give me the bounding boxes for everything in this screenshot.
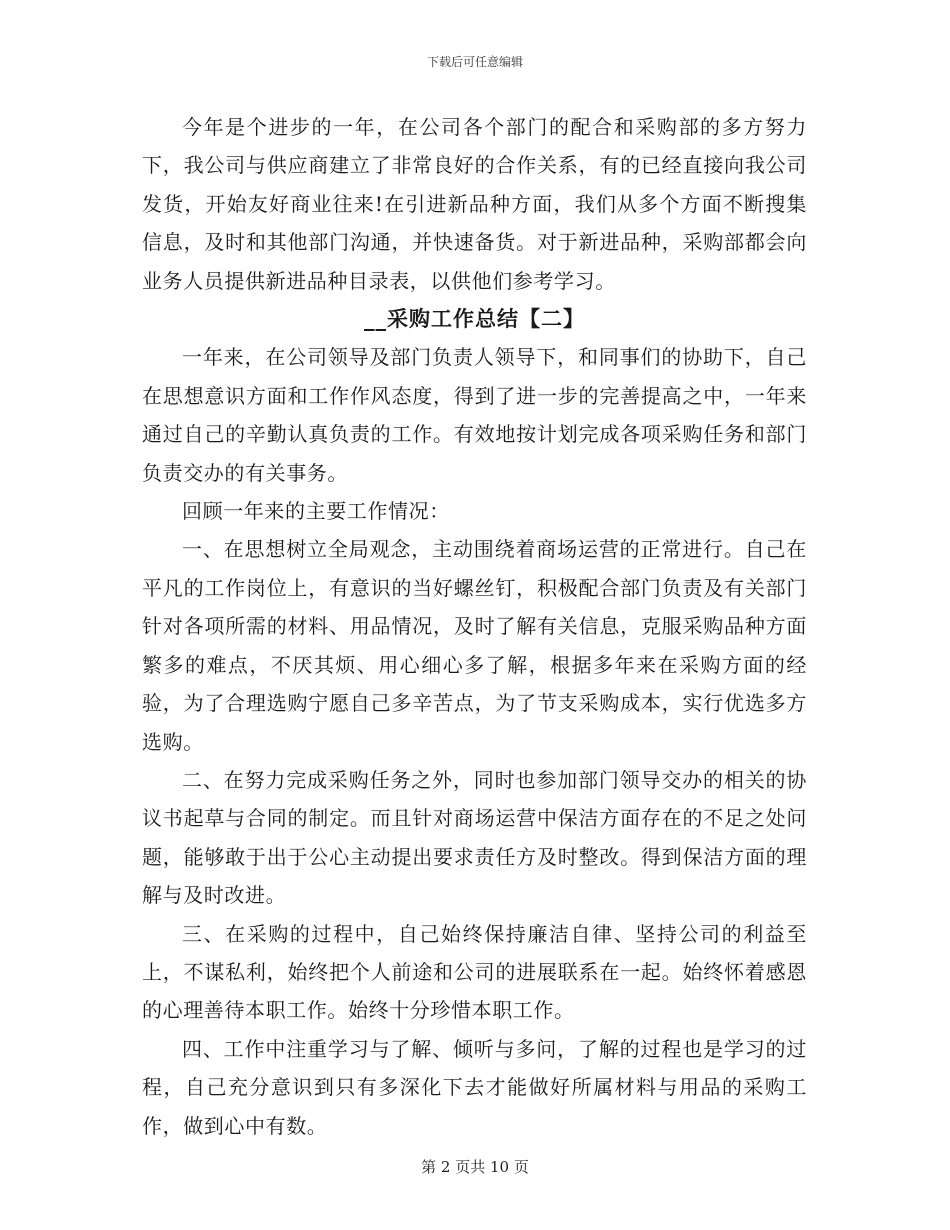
section-title: __采购工作总结【二】 — [364, 306, 585, 332]
paragraph: 三、在采购的过程中，自己始终保持廉洁自律、坚持公司的利益至上，不谋私利，始终把个人前途和公司的进展联系在一起。始终怀着感恩的心理善待本职工作。始终十分珍惜本职工作。 — [142, 921, 807, 1023]
paragraph: 二、在努力完成采购任务之外，同时也参加部门领导交办的相关的协议书起草与合同的制定。而且针对商场运营中保洁方面存在的不足之处问题，能够敢于出于公心主动提出要求责任方及时整改。得到保洁方面的理解与及时改进。 — [142, 767, 807, 908]
paragraph: 四、工作中注重学习与了解、倾听与多问，了解的过程也是学习的过程，自己充分意识到只有多深化下去才能做好所属材料与用品的采购工作，做到心中有数。 — [142, 1036, 807, 1138]
page-number-footer: 第 2 页共 10 页 — [421, 1158, 529, 1176]
paragraph: 一年来，在公司领导及部门负责人领导下，和同事们的协助下，自己在思想意识方面和工作作风态度，得到了进一步的完善提高之中，一年来通过自己的辛勤认真负责的工作。有效地按计划完成各项采购任务和部门负责交办的有关事务。 — [142, 345, 807, 485]
paragraph: 今年是个进步的一年，在公司各个部门的配合和采购部的多方努力下，我公司与供应商建立了非常良好的合作关系，有的已经直接向我公司发货，开始友好商业往来!在引进新品种方面，我们从多个方面不断搜集信息，及时和其他部门沟通，并快速备货。对于新进品种，采购部都会向业务人员提供新进品种目录表，以供他们参考学习。 — [142, 115, 807, 293]
page-header-note: 下载后可任意编辑 — [426, 55, 523, 69]
document-body — [142, 108, 807, 1145]
paragraph: 回顾一年来的主要工作情况： — [182, 499, 450, 524]
paragraph: 一、在思想树立全局观念，主动围绕着商场运营的正常进行。自己在平凡的工作岗位上，有意识的当好螺丝钉，积极配合部门负责及有关部门针对各项所需的材料、用品情况，及时了解有关信息，克服采购品种方面繁多的难点，不厌其烦、用心细心多了解，根据多年来在采购方面的经验，为了合理选购宁愿自己多辛苦点，为了节支采购成本，实行优选多方选购。 — [142, 537, 807, 754]
